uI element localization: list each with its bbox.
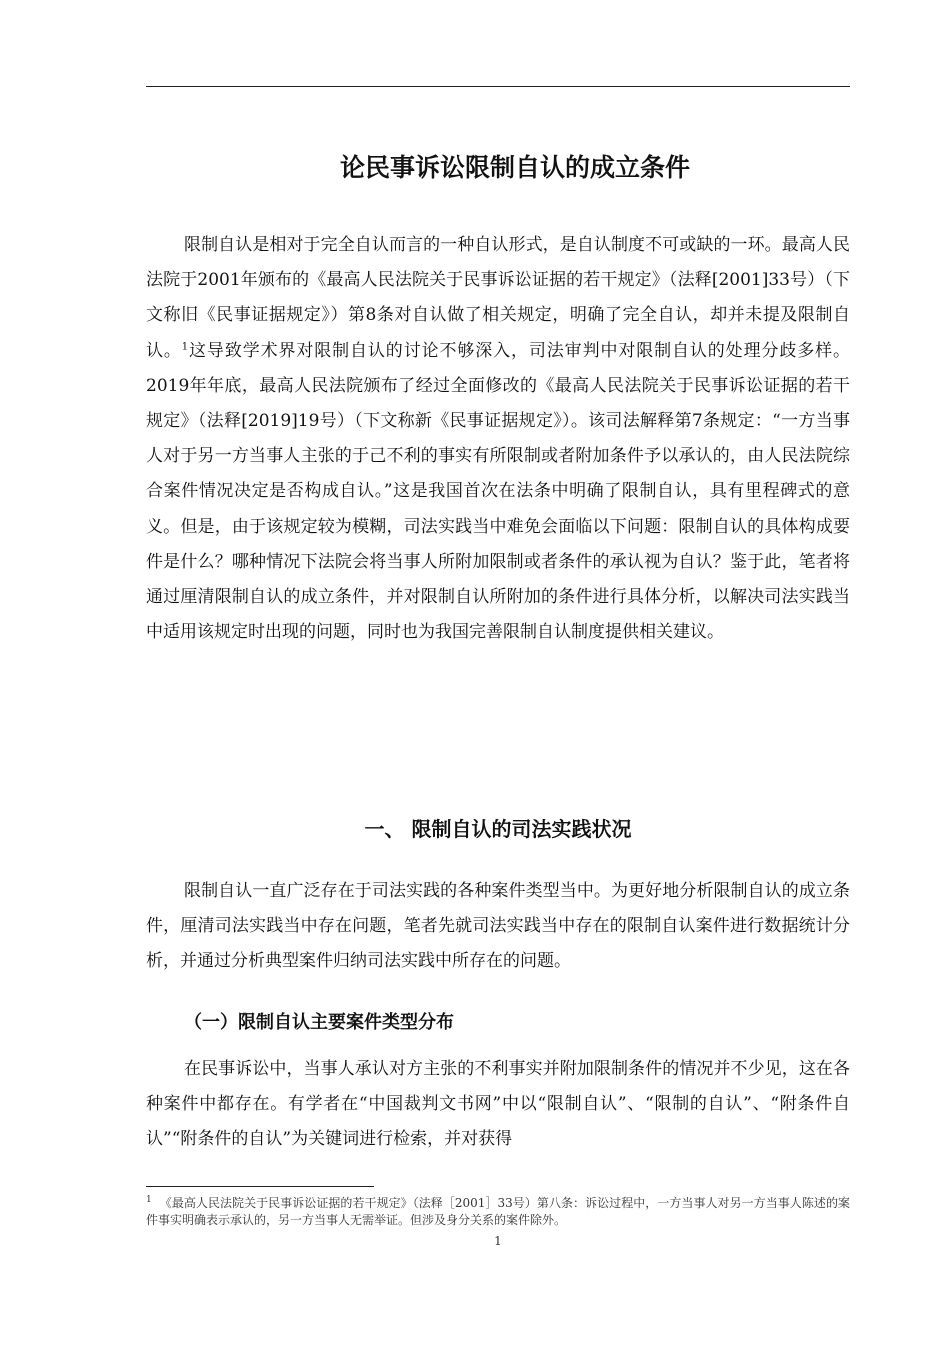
intro-text-part2: 这导致学术界对限制自认的讨论不够深入，司法审判中对限制自认的处理分歧多样。2019年年底，最高人民法院颁布了经过全面修改的《最高人民法院关于民事诉讼证据的若干规定》（法释[2019]19号）（下文称新《民事证据规定》）。该司法解释第7条规定：“一方当事人对于另一方当事人主张的于己不利的事实有所限制或者附加条件予以承认的，由人民法院综合案件情况决定是否构成自认。”这是我国首次在法条中明确了限制自认，具有里程碑式的意义。但是，由于该规定较为模糊，司法实践当中难免会面临以下问题：限制自认的具体构成要件是什么？哪种情况下法院会将当事人所附加限制或者条件的承认视为自认？鉴于此，笔者将通过厘清限制自认的成立条件，并对限制自认所附加的条件进行具体分析，以解决司法实践当中适用该规定时出现的问题，同时也为我国完善限制自认制度提供相关建议。: [146, 340, 851, 643]
footnote-separator: [146, 1186, 374, 1187]
header-rule: [146, 86, 850, 87]
footnote: [146, 1195, 850, 1229]
intro-text-part1: 限制自认是相对于完全自认而言的一种自认形式，是自认制度不可或缺的一环。最高人民法院于2001年颁布的《最高人民法院关于民事诉讼证据的若干规定》（法释[2001]33号）（下文称旧《民事证据规定》）第8条对自认做了相关规定，明确了完全自认，却并未提及限制自认。: [146, 235, 850, 361]
page-number: 1: [494, 1234, 502, 1248]
subsection-heading: （一）限制自认主要案件类型分布: [184, 1012, 454, 1033]
subsection-paragraph: 在民事诉讼中，当事人承认对方主张的不利事实并附加限制条件的情况并不少见，这在各种案件中都存在。有学者在“中国裁判文书网”中以“限制自认”、“限制的自认”、“附条件自认”“附条件的自认”为关键词进行检索，并对获得: [146, 1059, 850, 1150]
document-title: 论民事诉讼限制自认的成立条件: [339, 153, 690, 182]
footnote-text: 《最高人民法院关于民事诉讼证据的若干规定》（法释［2001］33号）第八条：诉讼过程中，一方当事人对另一方当事人陈述的案件事实明确表示承认的，另一方当事人无需举证。但涉及身分关系的案件除外。: [146, 1196, 850, 1227]
section-paragraph: 限制自认一直广泛存在于司法实践的各种案件类型当中。为更好地分析限制自认的成立条件，厘清司法实践当中存在问题，笔者先就司法实践当中存在的限制自认案件进行数据统计分析，并通过分析典型案件归纳司法实践中所存在的问题。: [146, 881, 850, 972]
intro-paragraph: [146, 228, 850, 650]
section-heading: 一、 限制自认的司法实践状况: [364, 817, 632, 841]
footnote-mark: 1: [146, 1195, 152, 1205]
footnote-reference[interactable]: 1: [181, 340, 189, 352]
